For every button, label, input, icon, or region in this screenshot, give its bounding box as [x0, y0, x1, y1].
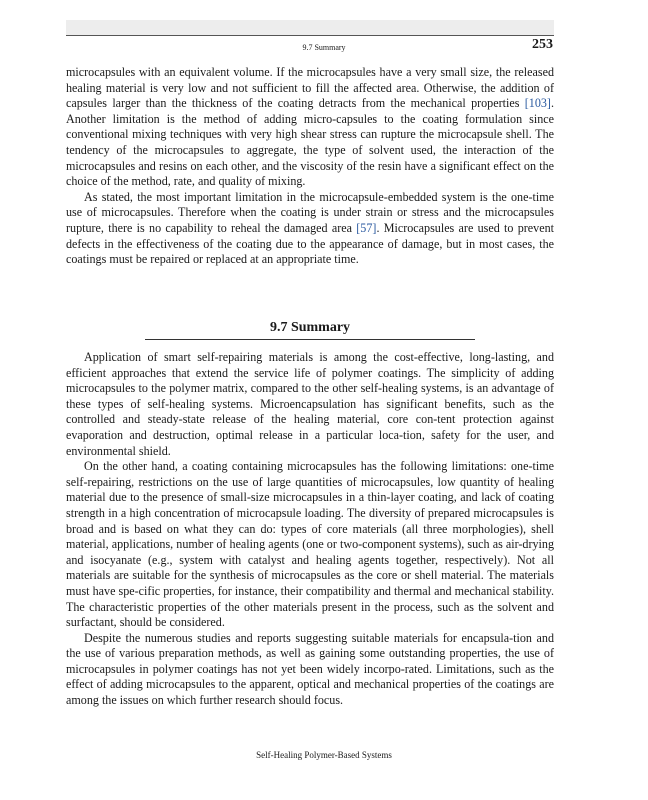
continued-text-block	[66, 65, 554, 268]
paragraph: Despite the numerous studies and reports suggesting suitable materials for encapsula-tion and the use of various preparation methods, as well as gaining some outstanding properties, the use of microcapsules in polymer coatings has not yet been widely incorpo-rated. Limitations, such as the effect of adding microcapsules to the apparent, optical and mechanical properties of the coatings are among the issues on which further research should focus.	[66, 630, 554, 708]
paragraph-text: . Microcapsules are used to prevent defects in the effectiveness of the coating due to the appearance of damage, but in most cases, the coatings must be repaired or replaced at an appropriate time.	[66, 220, 554, 267]
summary-text-block	[66, 350, 554, 709]
header-rule	[66, 35, 554, 36]
footer-book-title: Self-Healing Polymer-Based Systems	[256, 750, 392, 760]
running-title: 9.7 Summary	[302, 43, 346, 52]
citation-link[interactable]: [103]	[524, 96, 551, 111]
page-number: 253	[532, 37, 553, 52]
paragraph: Application of smart self-repairing materials is among the cost-effective, long-lasting, and efficient approaches that extend the service life of polymer coatings. The simplicity of adding microcapsules to the polymer matrix, compared to the other self-healing systems, is an advantage of these types of self-healing systems. Microencapsulation has significant benefits, such as the controlled and steady-state release of the healing material, core con-tent protection against evaporation and destruction, optimal release in a particular loca-tion, safety for the user, and environmental shield.	[66, 350, 554, 458]
paragraph	[66, 65, 554, 190]
paragraph-text: microcapsules with an equivalent volume. If the microcapsules have a very small size, the released healing material is very low and not sufficient to fill the affected area. Otherwise, the addition of capsules larger than the thickness of the coating detracts from the mechanical properties	[66, 65, 554, 111]
section-heading-rule	[145, 339, 475, 340]
paragraph	[66, 190, 554, 268]
paragraph-text: As stated, the most important limitation in the microcapsule-embedded system is the one-time use of microcapsules. Therefore when the coating is under strain or stress and the microcapsules rupture, there is no capability to reheal the damaged area	[66, 189, 554, 235]
paragraph: On the other hand, a coating containing microcapsules has the following limitations: one-time self-repairing, restrictions on the use of large quantities of microcapsules, low quantity of healing material due to the presence of small-size microcapsules in a thin-layer coating, and lack of coating strength in a high concentration of microcapsule loading. The diversity of prepared microcapsules is broad and is based on what they can do: types of core materials (all three morphologies), shell material, applications, number of healing agents (one or two-component systems), such as air-drying and isocyanate (e.g., system with catalyst and healing agents together, respectively). Not all materials are suitable for the synthesis of microcapsules as the core or shell material. The materials must have spe-cific properties, for instance, their compatibility and thermal and mechanical stability. The characteristic properties of the other materials present in the process, such as the solvent and surfactant, should be considered.	[66, 459, 554, 630]
header-band	[66, 20, 554, 35]
section-heading: 9.7 Summary	[269, 320, 351, 335]
citation-link[interactable]: [57]	[356, 220, 377, 235]
paragraph-text: . Another limitation is the method of adding micro-capsules to the coating formulation since conventional mixing techniques with very high shear stress can rupture the microcapsule shell. The tendency of the microcapsules to aggregate, the type of solvent used, the interaction of the microcapsules and resins on each other, and the viscosity of the resin have a significant effect on the choice of the method, rate, and quality of mixing.	[66, 96, 554, 189]
